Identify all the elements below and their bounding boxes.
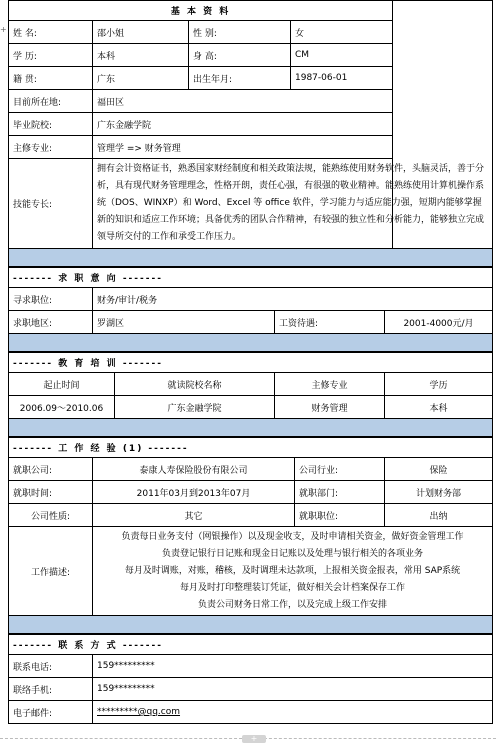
- dept-label: 就职部门:: [295, 481, 385, 504]
- school-value: 广东金融学院: [93, 113, 393, 136]
- desc-line: 每月及时调账，对账，稽核，及时调理未达款项，上报相关资金报表，常用 SAP系统: [124, 565, 461, 576]
- gender-value: 女: [291, 21, 393, 44]
- company-value: 泰康人寿保险股份有限公司: [93, 458, 295, 481]
- height-value: CM: [291, 44, 393, 67]
- mobile-value: 159*********: [93, 678, 493, 701]
- work-section-title: ------- 工 作 经 验 (1) -------: [9, 438, 295, 458]
- mobile-label: 联络手机:: [9, 678, 93, 701]
- location-value: 福田区: [93, 90, 393, 113]
- desc-line: 负责每日业务支付（网银操作）以及现金收支，及时申请相关资金，做好资金管理工作: [121, 531, 464, 542]
- work-table: [8, 437, 493, 634]
- birth-value: 1987-06-01: [291, 67, 393, 90]
- industry-label: 公司行业:: [295, 458, 385, 481]
- desc-label: 工作描述:: [9, 527, 93, 616]
- industry-value: 保险: [385, 458, 493, 481]
- job-intent-table: [8, 267, 493, 352]
- company-label: 就职公司:: [9, 458, 93, 481]
- birth-label: 出生年月:: [189, 67, 291, 90]
- edu-value: 本科: [93, 44, 189, 67]
- location-label: 目前所在地:: [9, 90, 93, 113]
- resume-page: [8, 0, 492, 740]
- position-value: 出纳: [385, 504, 493, 527]
- major-value: 管理学 => 财务管理: [93, 136, 393, 159]
- edu-header-degree: 学历: [385, 373, 493, 396]
- edu-header-school: 就读院校名称: [115, 373, 275, 396]
- skills-value: 拥有会计资格证书，熟悉国家财经制度和相关政策法规，能熟练使用财务软件，头脑灵活，善于分析，具有现代财务管理理念，性格开朗，责任心强，有很强的敬业精神。能熟练使用计算机操作系统（DOS、WINXP）和 Word、Excel 等 office 软件，学习能力与适应能力强，短期内能够掌握新的知识和适应工作环境；具备优秀的团队合作精神，有较强的独立性和分析能力，能够独立完成领导所交付的工作和承受工作压力。: [93, 159, 493, 249]
- margin-marker: +: [0, 25, 7, 34]
- nature-label: 公司性质:: [9, 504, 93, 527]
- salary-value: 2001-4000元/月: [385, 311, 493, 334]
- intent-section-title: ------- 求 职 意 向 -------: [9, 268, 275, 288]
- position-label: 就职职位:: [295, 504, 385, 527]
- time-label: 就职时间:: [9, 481, 93, 504]
- contact-table: [8, 634, 493, 724]
- dept-value: 计划财务部: [385, 481, 493, 504]
- edu-section-title: ------- 教 育 培 训 -------: [9, 353, 275, 373]
- edu-label: 学 历:: [9, 44, 93, 67]
- skills-label: 技能专长:: [9, 159, 93, 249]
- table-row: 2006.09～2010.06 广东金融学院 财务管理 本科: [9, 396, 493, 419]
- phone-label: 联系电话:: [9, 655, 93, 678]
- salary-label: 工资待遇:: [275, 311, 385, 334]
- time-value: 2011年03月到2013年07月: [93, 481, 295, 504]
- edu-header-period: 起止时间: [9, 373, 115, 396]
- origin-label: 籍 贯:: [9, 67, 93, 90]
- desc-value: [93, 527, 493, 616]
- nature-value: 其它: [93, 504, 295, 527]
- area-value: 罗湖区: [93, 311, 275, 334]
- phone-value: 159*********: [93, 655, 493, 678]
- job-value: 财务/审计/税务: [93, 288, 493, 311]
- height-label: 身 高:: [189, 44, 291, 67]
- section-divider: [9, 249, 493, 267]
- basic-info-table: [8, 0, 493, 267]
- origin-value: 广东: [93, 67, 189, 90]
- job-label: 寻求职位:: [9, 288, 93, 311]
- area-label: 求职地区:: [9, 311, 93, 334]
- section-divider: [9, 419, 493, 437]
- gender-label: 性 别:: [189, 21, 291, 44]
- name-value: 邵小姐: [93, 21, 189, 44]
- basic-section-title: 基 本 资 料: [9, 1, 393, 21]
- school-label: 毕业院校:: [9, 113, 93, 136]
- contact-section-title: ------- 联 系 方 式 -------: [9, 635, 493, 655]
- section-divider: [9, 334, 493, 352]
- section-divider: [9, 616, 493, 634]
- desc-line: 每月及时打印整理装订凭证，做好相关会计档案保存工作: [179, 582, 405, 593]
- major-label: 主修专业:: [9, 136, 93, 159]
- name-label: 姓 名:: [9, 21, 93, 44]
- page-expand-icon[interactable]: +: [242, 735, 266, 743]
- education-table: [8, 352, 493, 437]
- email-link[interactable]: *********@qq.com: [93, 701, 493, 724]
- desc-line: 负责登记银行日记账和现金日记账以及处理与银行相关的各项业务: [161, 548, 423, 559]
- edu-header-major: 主修专业: [275, 373, 385, 396]
- desc-line: 负责公司财务日常工作，以及完成上级工作安排: [197, 599, 387, 610]
- email-label: 电子邮件:: [9, 701, 93, 724]
